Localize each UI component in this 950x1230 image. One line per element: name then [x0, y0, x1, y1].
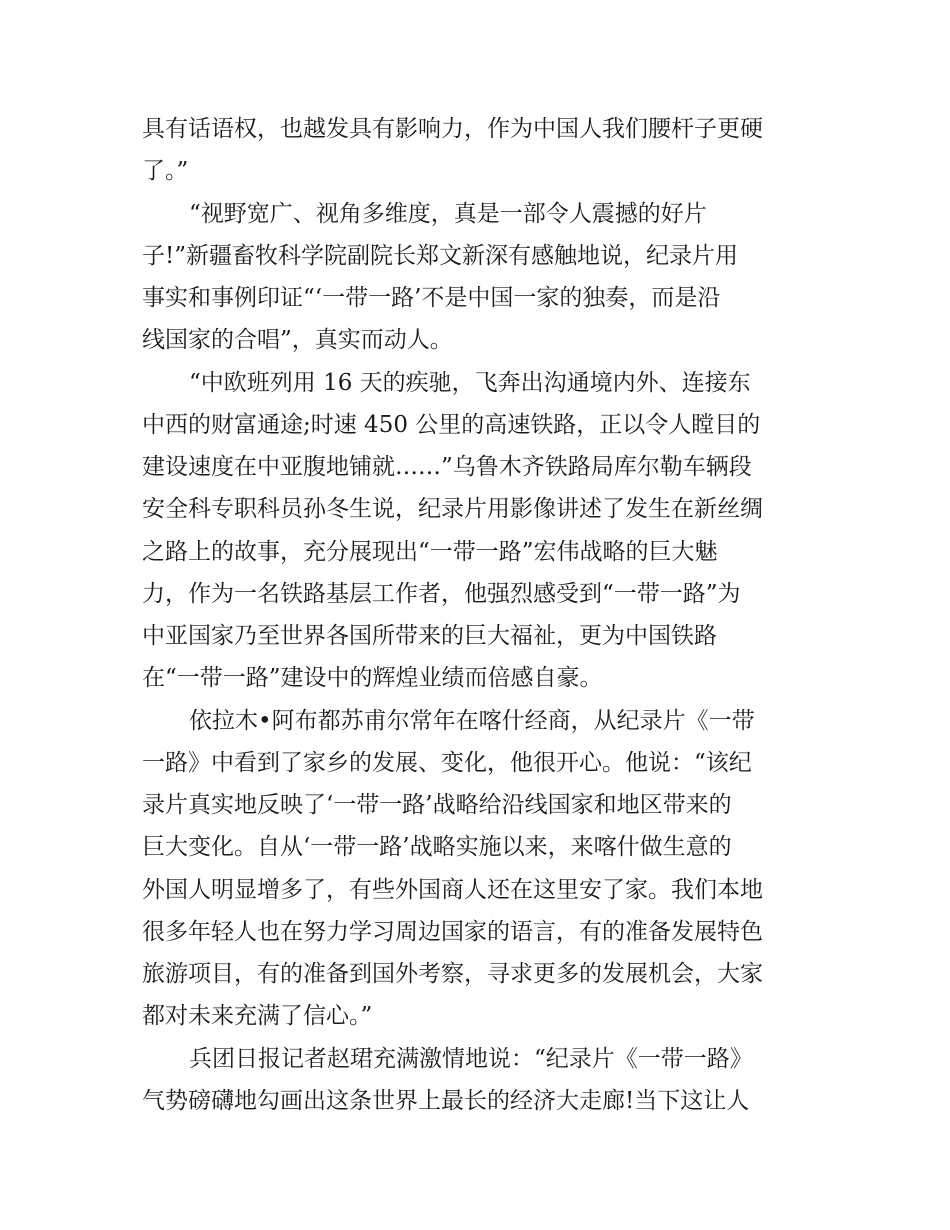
paragraph-first-line: “中欧班列用 16 天的疾驰，飞奔出沟通境内外、连接东 [189, 370, 751, 396]
text-line: 子!”新疆畜牧科学院副院长郑文新深有感触地说，纪录片用 [142, 243, 739, 269]
text-line: 都对未来充满了信心。” [142, 1003, 373, 1029]
paragraph-first-line: 兵团日报记者赵珺充满激情地说：“纪录片《一带一路》 [189, 1046, 753, 1072]
text-line: 具有话语权，也越发具有影响力，作为中国人我们腰杆子更硬 [142, 116, 763, 142]
text-line: 中亚国家乃至世界各国所带来的巨大福祉，更为中国铁路 [142, 623, 717, 649]
text-line: 气势磅礴地勾画出这条世界上最长的经济大走廊!当下这让人 [142, 1088, 750, 1114]
text-line: 安全科专职科员孙冬生说，纪录片用影像讲述了发生在新丝绸 [142, 496, 763, 522]
text-line: 线国家的合唱”，真实而动人。 [142, 327, 453, 353]
text-line: 中西的财富通途;时速 450 公里的高速铁路，正以令人瞠目的 [142, 412, 761, 438]
paragraph-first-line: 依拉木•阿布都苏甫尔常年在喀什经商，从纪录片《一带 [189, 708, 755, 734]
text-line: 事实和事例印证“‘一带一路’不是中国一家的独奏，而是沿 [142, 285, 721, 311]
text-line: 了。” [142, 158, 189, 184]
text-line: 建设速度在中亚腹地铺就……”乌鲁木齐铁路局库尔勒车辆段 [142, 454, 752, 480]
text-line: 力，作为一名铁路基层工作者，他强烈感受到“一带一路”为 [142, 581, 741, 607]
paragraph-first-line: “视野宽广、视角多维度，真是一部令人震撼的好片 [189, 201, 707, 227]
text-line: 外国人明显增多了，有些外国商人还在这里安了家。我们本地 [142, 877, 763, 903]
text-line: 一路》中看到了家乡的发展、变化，他很开心。他说：“该纪 [142, 750, 752, 776]
text-line: 很多年轻人也在努力学习周边国家的语言，有的准备发展特色 [142, 919, 763, 945]
text-line: 之路上的故事，充分展现出“一带一路”宏伟战略的巨大魅 [142, 539, 718, 565]
text-line: 旅游项目，有的准备到国外考察，寻求更多的发展机会，大家 [142, 961, 763, 987]
text-line: 录片真实地反映了‘一带一路’战略给沿线国家和地区带来的 [142, 792, 732, 818]
text-line: 巨大变化。自从‘一带一路’战略实施以来，来喀什做生意的 [142, 834, 732, 860]
text-line: 在“一带一路”建设中的辉煌业绩而倍感自豪。 [142, 665, 603, 691]
